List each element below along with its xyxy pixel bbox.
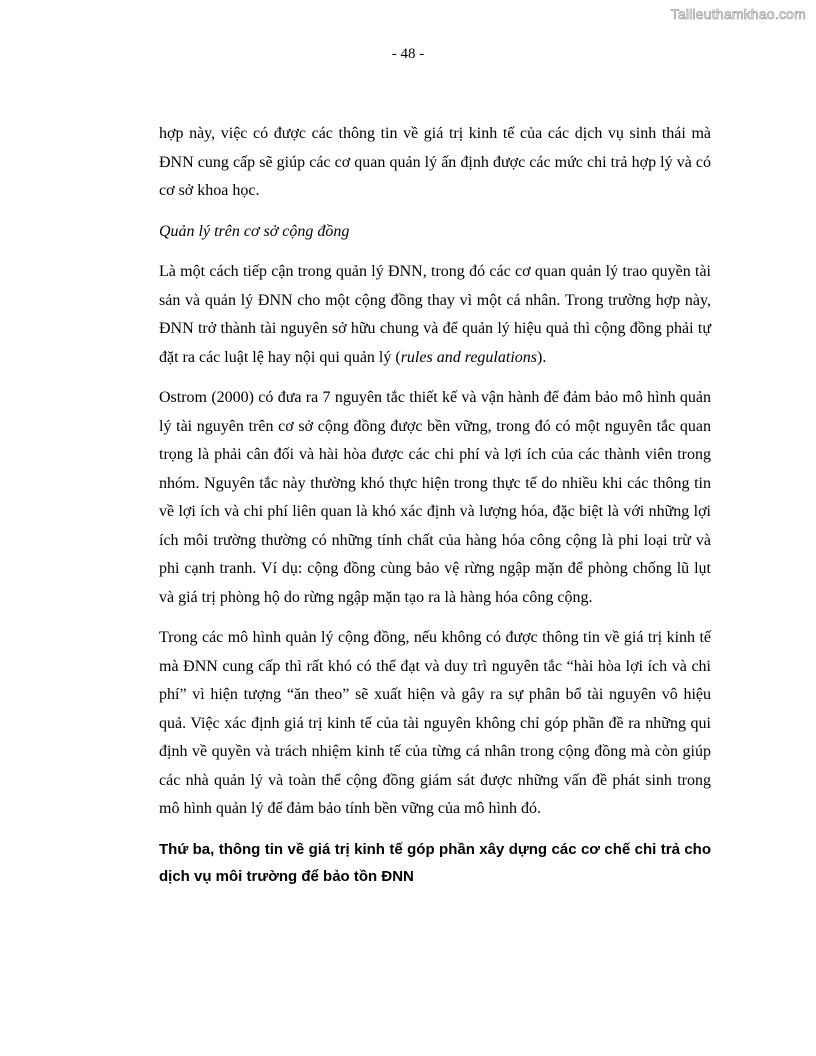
section-heading-third: Thứ ba, thông tin về giá trị kinh tế góp phần xây dựng các cơ chế chi trả cho dịch vụ môi trường để bảo tồn ĐNN	[159, 840, 711, 885]
watermark: Tailieuthamkhao.com	[670, 6, 806, 22]
paragraph-text: Là một cách tiếp cận trong quản lý ĐNN, trong đó các cơ quan quản lý trao quyền tài sản và quản lý ĐNN cho một cộng đồng thay vì một cá nhân. Trong trường hợp này, ĐNN trở thành tài nguyên sở hữu chung và để quản lý hiệu quả thì cộng đồng phải tự đặt ra các luật lệ hay nội qui quản lý (	[159, 263, 711, 366]
paragraph-community-models: Trong các mô hình quản lý cộng đồng, nếu không có được thông tin về giá trị kinh tế mà ĐNN cung cấp thì rất khó có thể đạt và duy trì nguyên tắc “hài hòa lợi ích và chi phí” vì hiện tượng “ăn theo” sẽ xuất hiện và gây ra sự phân bổ tài nguyên vô hiệu quả. Việc xác định giá trị kinh tế của tài nguyên không chỉ góp phần đề ra những qui định về quyền và trách nhiệm kinh tế của từng cá nhân trong cộng đồng mà còn giúp các nhà quản lý và toàn thể cộng đồng giám sát được những vấn đề phát sinh trong mô hình quản lý để đảm bảo tính bền vững của mô hình đó.	[159, 629, 711, 817]
document-body	[159, 120, 711, 890]
paragraph-text-end: ).	[536, 348, 547, 366]
section-heading-community: Quản lý trên cơ sở cộng đồng	[159, 222, 350, 240]
italic-term: rules and regulations	[400, 348, 537, 366]
paragraph-continuation: hợp này, việc có được các thông tin về giá trị kinh tế của các dịch vụ sinh thái mà ĐNN cung cấp sẽ giúp các cơ quan quản lý ấn định được các mức chi trả hợp lý và có cơ sở khoa học.	[159, 125, 711, 199]
paragraph-ostrom: Ostrom (2000) có đưa ra 7 nguyên tắc thiết kế và vận hành để đảm bảo mô hình quản lý tài nguyên trên cơ sở cộng đồng được bền vững, trong đó có một nguyên tắc quan trọng là phải cân đối và hài hòa được các chi phí và lợi ích của các thành viên trong nhóm. Nguyên tắc này thường khó thực hiện trong thực tế do nhiều khi các thông tin về lợi ích và chi phí liên quan là khó xác định và lượng hóa, đặc biệt là với những lợi ích môi trường thường có những tính chất của hàng hóa công cộng là phi loại trừ và phi cạnh tranh. Ví dụ: cộng đồng cùng bảo vệ rừng ngập mặn để phòng chống lũ lụt và giá trị phòng hộ do rừng ngập mặn tạo ra là hàng hóa công cộng.	[159, 389, 711, 606]
page-number: - 48 -	[391, 46, 425, 62]
paragraph-community-definition	[159, 258, 711, 372]
